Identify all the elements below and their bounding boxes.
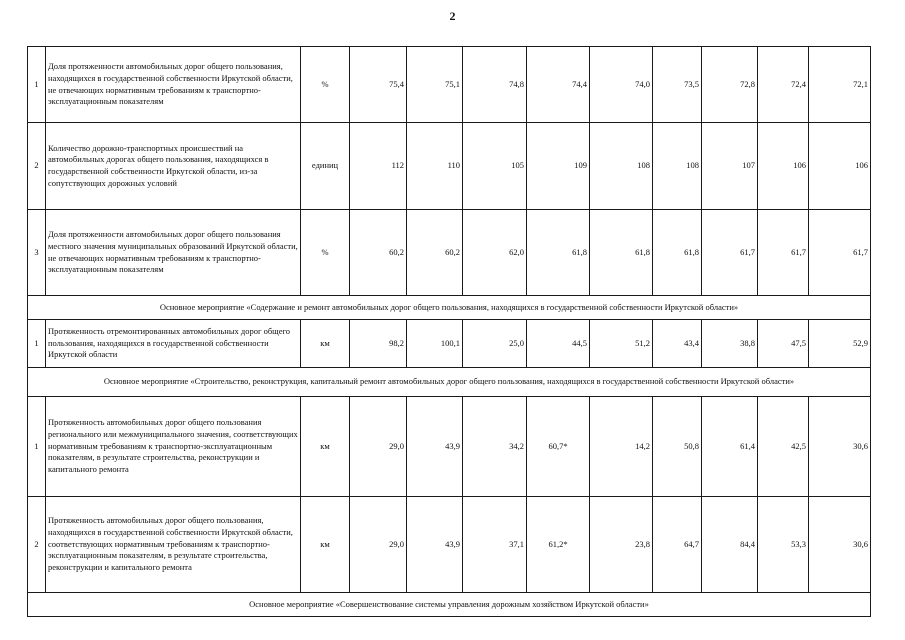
value-cell: 108	[653, 123, 702, 210]
section-heading: Основное мероприятие «Строительство, реконструкция, капитальный ремонт автомобильных дорог общего пользования, находящихся в государственной собственности Иркутской области»	[28, 368, 871, 397]
value-cell: 43,9	[407, 397, 463, 497]
unit-cell: км	[301, 397, 350, 497]
indicator-name: Протяженность автомобильных дорог общего пользования регионального или межмуниципального значения, соответствующих нормативным требованиям к транспортно-эксплуатационным показателям, в результате строительства, реконструкции и капитального ремонта	[46, 397, 301, 497]
row-number: 2	[28, 497, 46, 593]
value-cell: 44,5	[527, 320, 590, 368]
value-cell: 43,9	[407, 497, 463, 593]
value-cell: 29,0	[350, 497, 407, 593]
value-cell: 52,9	[809, 320, 871, 368]
row-number: 3	[28, 210, 46, 296]
value-cell: 43,4	[653, 320, 702, 368]
value-cell: 25,0	[463, 320, 527, 368]
value-cell: 106	[809, 123, 871, 210]
value-cell: 60,2	[407, 210, 463, 296]
value-cell: 51,2	[590, 320, 653, 368]
value-cell: 61,2*	[527, 497, 590, 593]
table-row	[28, 47, 871, 123]
value-cell: 61,4	[702, 397, 758, 497]
value-cell: 112	[350, 123, 407, 210]
value-cell: 106	[758, 123, 809, 210]
value-cell: 37,1	[463, 497, 527, 593]
value-cell: 74,8	[463, 47, 527, 123]
unit-cell: %	[301, 47, 350, 123]
value-cell: 109	[527, 123, 590, 210]
value-cell: 29,0	[350, 397, 407, 497]
section-row	[28, 296, 871, 320]
row-number: 1	[28, 47, 46, 123]
value-cell: 74,0	[590, 47, 653, 123]
value-cell: 62,0	[463, 210, 527, 296]
indicator-name: Протяженность отремонтированных автомобильных дорог общего пользования, находящихся в государственной собственности Иркутской области	[46, 320, 301, 368]
value-cell: 107	[702, 123, 758, 210]
value-cell: 61,8	[653, 210, 702, 296]
page-number: 2	[449, 9, 456, 23]
indicator-name: Доля протяженности автомобильных дорог общего пользования местного значения муниципальных образований Иркутской области, не отвечающих нормативным требованиям к транспортно-эксплуатационным показателям	[46, 210, 301, 296]
value-cell: 53,3	[758, 497, 809, 593]
value-cell: 38,8	[702, 320, 758, 368]
section-row	[28, 368, 871, 397]
indicator-name: Количество дорожно-транспортных происшествий на автомобильных дорогах общего пользования, находящихся в государственной собственности Иркутской области, из-за сопутствующих дорожных условий	[46, 123, 301, 210]
value-cell: 61,8	[590, 210, 653, 296]
value-cell: 72,8	[702, 47, 758, 123]
value-cell: 75,4	[350, 47, 407, 123]
table-row	[28, 320, 871, 368]
section-heading: Основное мероприятие «Совершенствование системы управления дорожным хозяйством Иркутской области»	[28, 593, 871, 617]
row-number: 1	[28, 320, 46, 368]
value-cell: 64,7	[653, 497, 702, 593]
row-number: 1	[28, 397, 46, 497]
value-cell: 61,7	[809, 210, 871, 296]
value-cell: 72,1	[809, 47, 871, 123]
value-cell: 50,8	[653, 397, 702, 497]
value-cell: 61,7	[702, 210, 758, 296]
unit-cell: %	[301, 210, 350, 296]
value-cell: 61,8	[527, 210, 590, 296]
value-cell: 60,7*	[527, 397, 590, 497]
value-cell: 72,4	[758, 47, 809, 123]
value-cell: 73,5	[653, 47, 702, 123]
value-cell: 61,7	[758, 210, 809, 296]
table-row	[28, 210, 871, 296]
value-cell: 98,2	[350, 320, 407, 368]
unit-cell: км	[301, 497, 350, 593]
indicator-name: Доля протяженности автомобильных дорог общего пользования, находящихся в государственной собственности Иркутской области, не отвечающих нормативным требованиям к транспортно-эксплуатационным показателям	[46, 47, 301, 123]
value-cell: 14,2	[590, 397, 653, 497]
unit-cell: км	[301, 320, 350, 368]
value-cell: 23,8	[590, 497, 653, 593]
value-cell: 110	[407, 123, 463, 210]
indicator-name: Протяженность автомобильных дорог общего пользования, находящихся в государственной собственности Иркутской области, соответствующих нормативным требованиям к транспортно-эксплуатационным показателям, в результате строительства, реконструкции и капитального ремонта	[46, 497, 301, 593]
indicators-table	[27, 46, 871, 617]
value-cell: 30,6	[809, 497, 871, 593]
value-cell: 34,2	[463, 397, 527, 497]
row-number: 2	[28, 123, 46, 210]
table-row	[28, 397, 871, 497]
value-cell: 60,2	[350, 210, 407, 296]
value-cell: 84,4	[702, 497, 758, 593]
value-cell: 75,1	[407, 47, 463, 123]
value-cell: 108	[590, 123, 653, 210]
value-cell: 30,6	[809, 397, 871, 497]
value-cell: 74,4	[527, 47, 590, 123]
value-cell: 100,1	[407, 320, 463, 368]
table-row	[28, 497, 871, 593]
unit-cell: единиц	[301, 123, 350, 210]
value-cell: 105	[463, 123, 527, 210]
section-heading: Основное мероприятие «Содержание и ремонт автомобильных дорог общего пользования, находящихся в государственной собственности Иркутской области»	[28, 296, 871, 320]
value-cell: 42,5	[758, 397, 809, 497]
value-cell: 47,5	[758, 320, 809, 368]
table-row	[28, 123, 871, 210]
section-row	[28, 593, 871, 617]
